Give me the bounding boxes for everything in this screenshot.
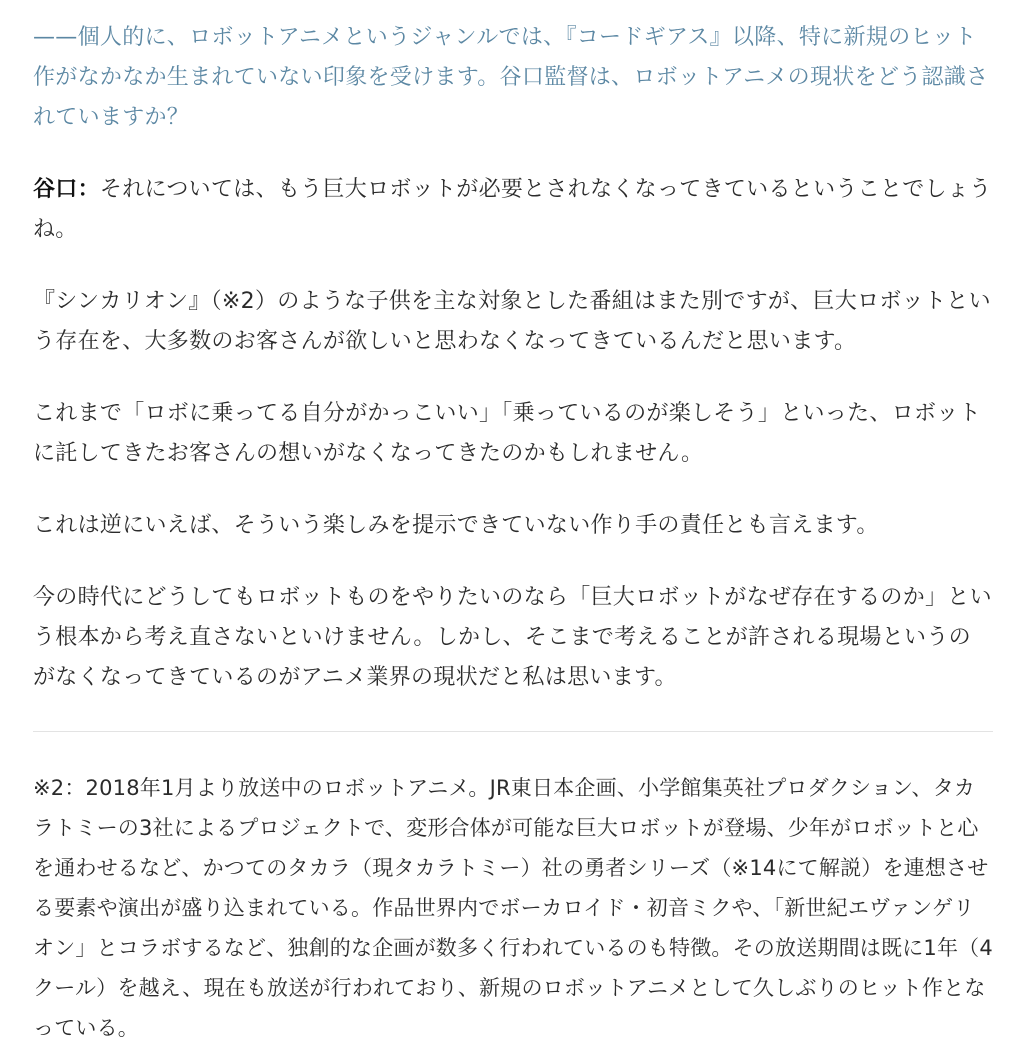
answer-text: それについては、もう巨大ロボットが必要とされなくなってきているということでしょうね。: [33, 177, 992, 242]
body-paragraph: これまで「ロボに乗ってる自分がかっこいい」「乗っているのが楽しそう」といった、ロボットに託してきたお客さんの想いがなくなってきたのかもしれません。: [33, 401, 981, 466]
article-body: [33, 0, 993, 1048]
body-paragraph: これは逆にいえば、そういう楽しみを提示できていない作り手の責任とも言えます。: [33, 513, 879, 538]
interview-question: ——個人的に、ロボットアニメというジャンルでは、『コードギアス』以降、特に新規のヒット作がなかなか生まれていない印象を受けます。谷口監督は、ロボットアニメの現状をどう認識されていますか？: [33, 25, 989, 130]
body-paragraph: 『シンカリオン』（※2）のような子供を主な対象とした番組はまた別ですが、巨大ロボットという存在を、大多数のお客さんが欲しいと思わなくなってきているんだと思います。: [33, 289, 991, 354]
answer-paragraph: [33, 170, 993, 250]
body-paragraph: 今の時代にどうしてもロボットものをやりたいのなら「巨大ロボットがなぜ存在するのか」という根本から考え直さないといけません。しかし、そこまで考えることが許される現場というのがなくなってきているのがアニメ業界の現状だと私は思います。: [33, 585, 992, 690]
section-divider: [33, 731, 993, 732]
speaker-label: 谷口：: [33, 177, 100, 202]
footnote: ※2：2018年1月より放送中のロボットアニメ。JR東日本企画、小学館集英社プロダクション、タカラトミーの3社によるプロジェクトで、変形合体が可能な巨大ロボットが登場、少年がロボットと心を通わせるなど、かつてのタカラ（現タカラトミー）社の勇者シリーズ（※14にて解説）を連想させる要素や演出が盛り込まれている。作品世界内でボーカロイド・初音ミクや、「新世紀エヴァンゲリオン」とコラボするなど、独創的な企画が数多く行われているのも特徴。その放送期間は既に1年（4クール）を越え、現在も放送が行われており、新規のロボットアニメとして久しぶりのヒット作となっている。: [33, 776, 993, 1040]
